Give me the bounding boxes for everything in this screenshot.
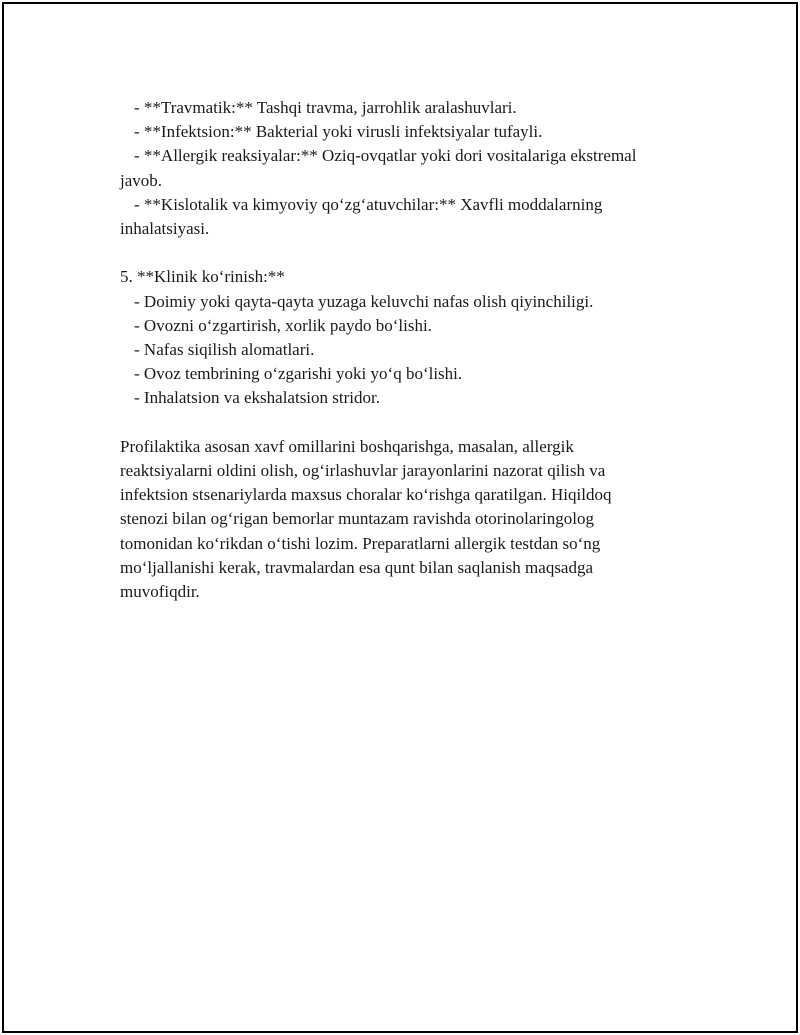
paragraph-line: infektsion stsenariylarda maxsus choralar ko‘rishga qaratilgan. Hiqildoq bbox=[120, 485, 612, 505]
closing-paragraph bbox=[120, 435, 690, 604]
section-heading: 5. **Klinik ko‘rinish:** bbox=[120, 267, 285, 287]
list-item-travmatik: - **Travmatik:** Tashqi travma, jarrohlik aralashuvlari. bbox=[134, 98, 517, 117]
paragraph-line: reaktsiyalarni oldini olish, og‘irlashuvlar jarayonlarini nazorat qilish va bbox=[120, 461, 606, 481]
paragraph-line: Profilaktika asosan xavf omillarini boshqarishga, masalan, allergik bbox=[120, 436, 574, 456]
list-item-kislotalik-continued: inhalatsiyasi. bbox=[120, 219, 210, 239]
paragraph-line: muvofiqdir. bbox=[120, 582, 200, 602]
list-item-allergik-continued: javob. bbox=[120, 170, 163, 190]
paragraph-line: mo‘ljallanishi kerak, travmalardan esa qunt bilan saqlanish maqsadga bbox=[120, 557, 594, 577]
spacer bbox=[120, 411, 690, 435]
list-item-allergik: - **Allergik reaksiyalar:** Oziq-ovqatlar yoki dori vositalariga ekstremal bbox=[134, 146, 637, 166]
section-clinical bbox=[120, 265, 690, 410]
list-item: - Inhalatsion va ekshalatsion stridor. bbox=[134, 388, 380, 408]
paragraph-line: stenozi bilan og‘rigan bemorlar muntazam ravishda otorinolaringolog bbox=[120, 509, 594, 529]
spacer bbox=[120, 241, 690, 265]
list-item: - Nafas siqilish alomatlari. bbox=[134, 340, 315, 360]
document-page bbox=[2, 2, 798, 1033]
list-item: - Ovozni o‘zgartirish, xorlik paydo bo‘lishi. bbox=[134, 315, 432, 335]
paragraph-line: tomonidan ko‘rikdan o‘tishi lozim. Preparatlarni allergik testdan so‘ng bbox=[120, 533, 601, 553]
list-item: - Ovoz tembrining o‘zgarishi yoki yo‘q bo‘lishi. bbox=[134, 364, 463, 384]
list-item-infektsion: - **Infektsion:** Bakterial yoki virusli infektsiyalar tufayli. bbox=[134, 122, 543, 142]
list-item-kislotalik: - **Kislotalik va kimyoviy qo‘zg‘atuvchilar:** Xavfli moddalarning bbox=[134, 194, 603, 214]
cause-list bbox=[120, 96, 690, 241]
list-item: - Doimiy yoki qayta-qayta yuzaga keluvchi nafas olish qiyinchiligi. bbox=[134, 291, 594, 311]
document-body bbox=[120, 96, 690, 604]
